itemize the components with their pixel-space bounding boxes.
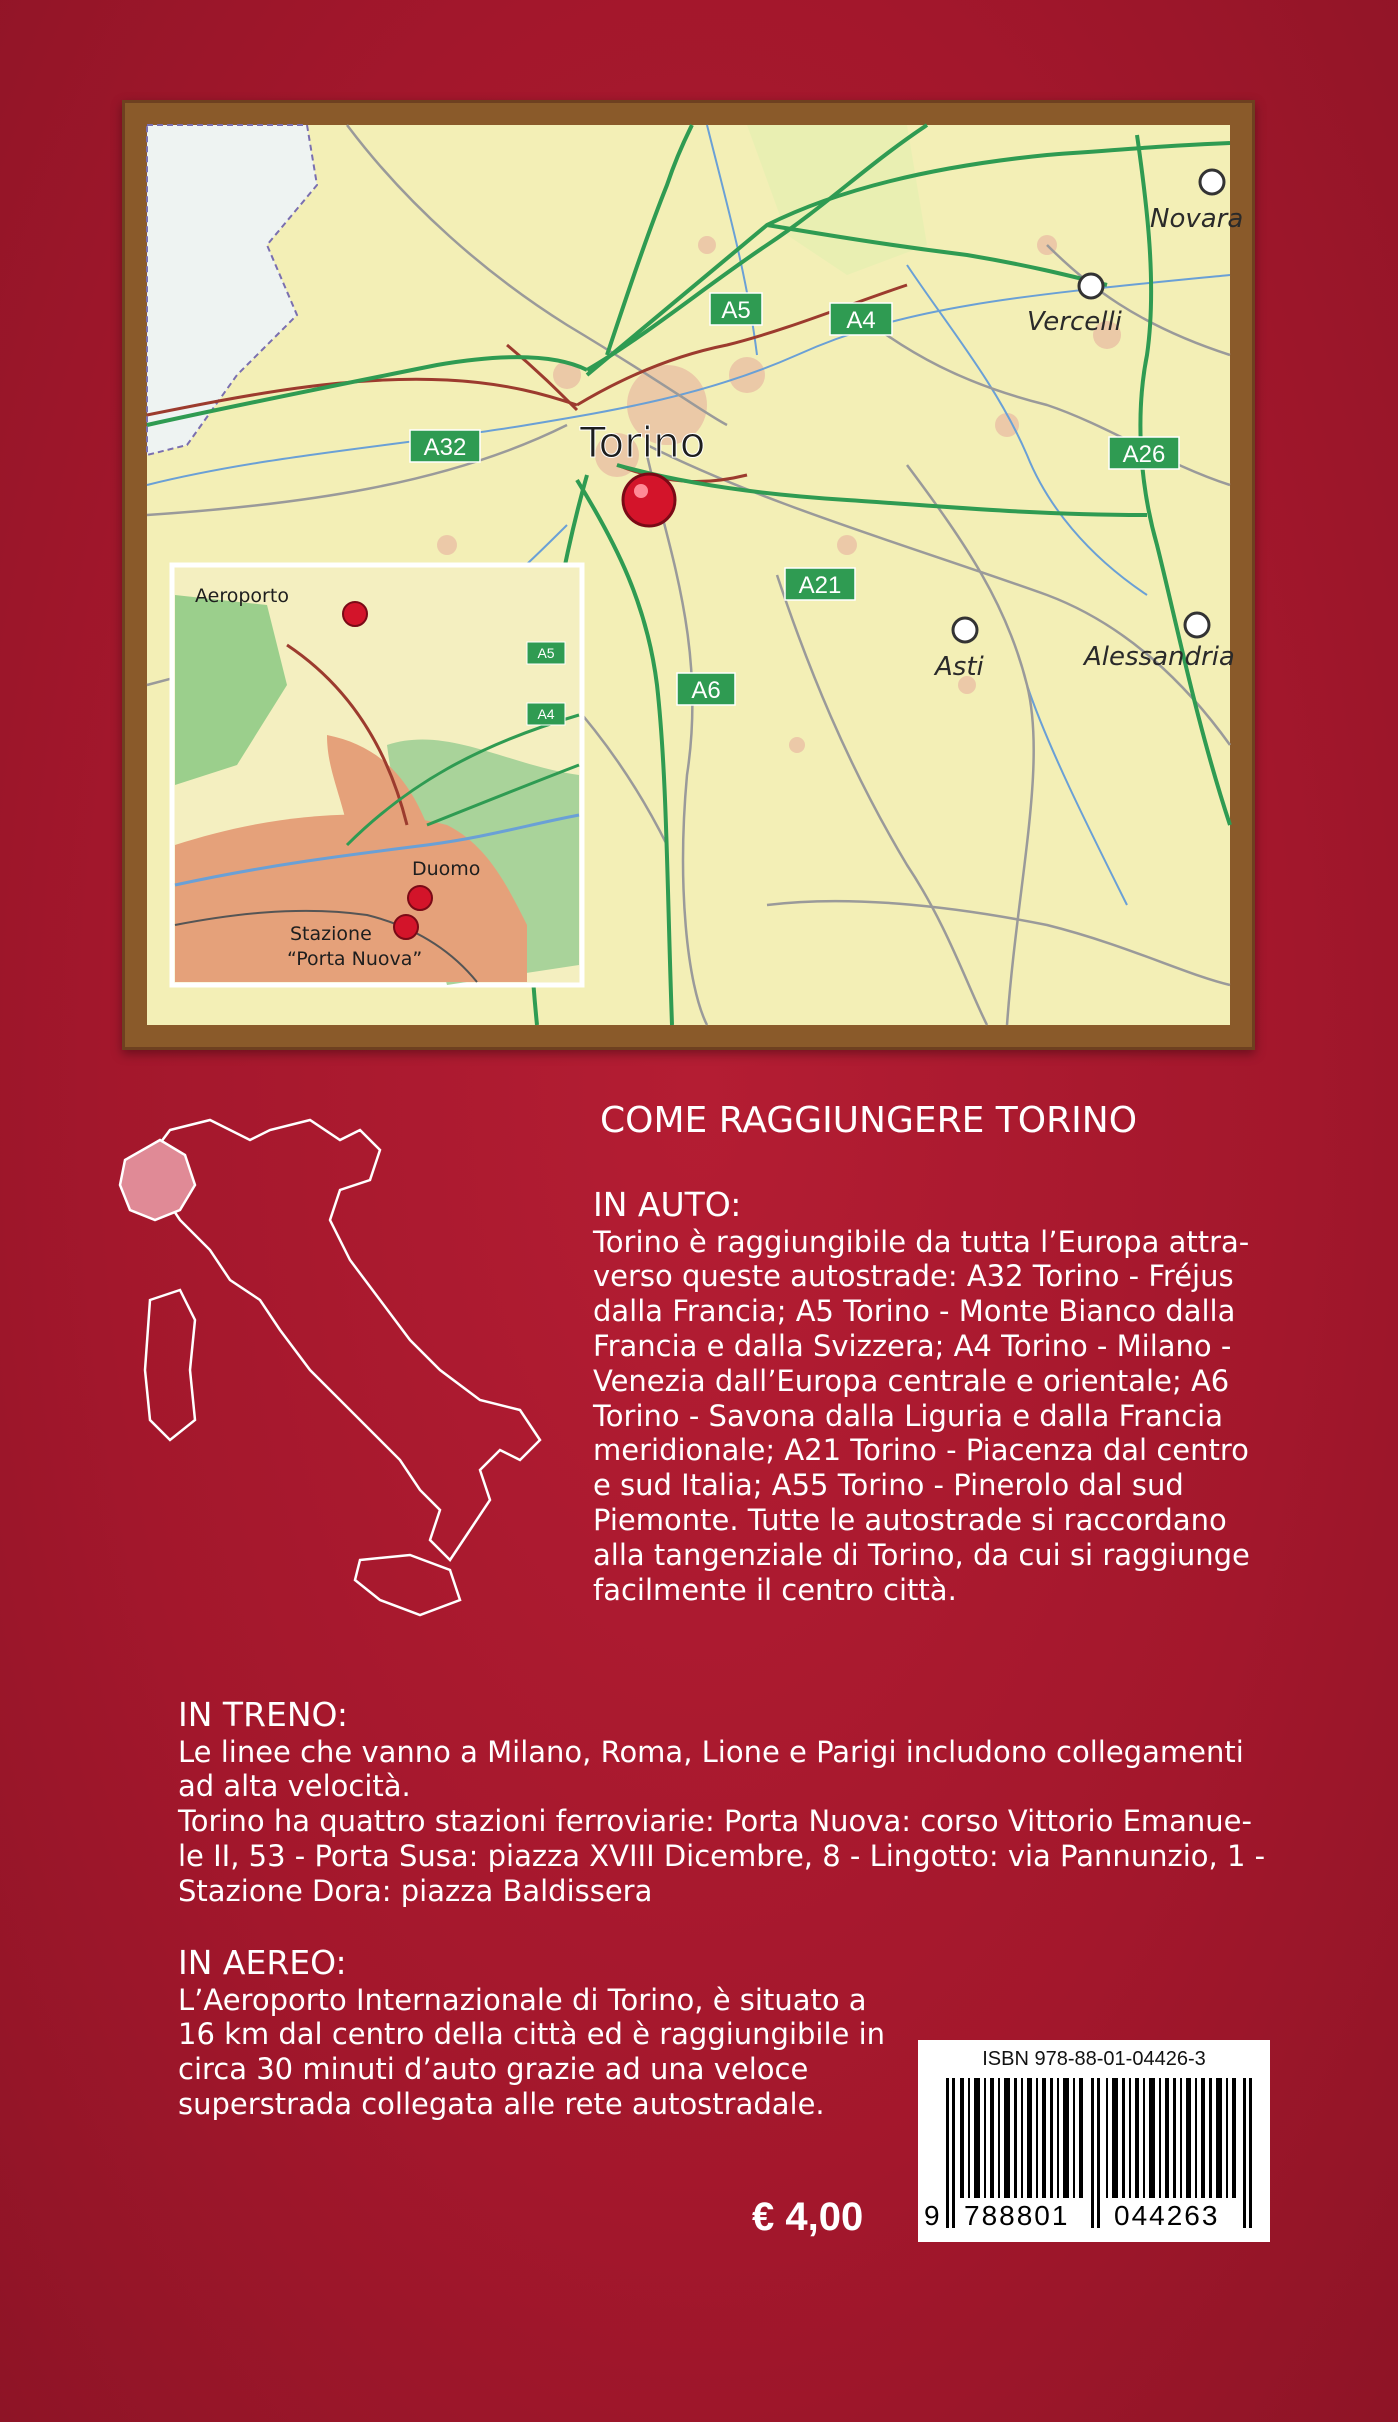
svg-text:A32: A32 (423, 434, 467, 461)
highway-a5-label (710, 293, 762, 325)
svg-text:A6: A6 (691, 677, 721, 704)
aereo-heading: IN AEREO: (178, 1943, 347, 1982)
auto-line: meridionale; A21 Torino - Piacenza dal centro (593, 1433, 1249, 1468)
sicily-outline (355, 1555, 460, 1615)
auto-line: dalla Francia; A5 Torino - Monte Bianco dalla (593, 1294, 1236, 1329)
treno-heading: IN TRENO: (178, 1695, 349, 1734)
highway-a26-label (1109, 437, 1179, 469)
treno-line: Stazione Dora: piazza Baldissera (178, 1873, 653, 1908)
highway-a4-label (830, 303, 892, 335)
alessandria-marker (1185, 613, 1209, 637)
city-alessandria: Alessandria (1084, 642, 1235, 672)
section-aereo (178, 1943, 885, 2122)
porta-nuova-marker (394, 915, 418, 939)
auto-line: Torino è raggiungibile da tutta l’Europa attra- (593, 1224, 1250, 1259)
highway-a6-label (677, 673, 735, 705)
svg-text:A21: A21 (798, 572, 842, 599)
auto-line: e sud Italia; A55 Torino - Pinerolo dal sud (593, 1468, 1184, 1503)
map-frame (122, 100, 1255, 1050)
inset-porta-nuova-label: “Porta Nuova” (287, 948, 423, 970)
section-auto (593, 1185, 1250, 1607)
city-torino: Torino (580, 418, 706, 467)
city-novara: Novara (1150, 204, 1244, 234)
barcode-group-2: 044263 (1114, 2200, 1220, 2231)
piemonte-region (120, 1140, 195, 1220)
aereo-line: superstrada collegata alle rete autostradale. (178, 2086, 825, 2121)
novara-marker (1200, 170, 1224, 194)
highway-a32-label (410, 430, 480, 462)
city-vercelli: Vercelli (1027, 307, 1122, 337)
treno-line: le II, 53 - Porta Susa: piazza XVIII Dicembre, 8 - Lingotto: via Pannunzio, 1 - (178, 1838, 1266, 1873)
section-treno (178, 1695, 1265, 1909)
inset-highway-a5: A5 (537, 645, 555, 661)
treno-line: ad alta velocità. (178, 1769, 411, 1804)
auto-line: Torino - Savona dalla Liguria e dalla Francia (593, 1398, 1223, 1433)
auto-body (593, 1225, 1250, 1608)
barcode-box (918, 2040, 1270, 2242)
auto-line: Venezia dall’Europa centrale e orientale; A6 (593, 1363, 1230, 1398)
barcode-group-1: 788801 (964, 2200, 1070, 2231)
torino-marker (623, 474, 675, 526)
aereo-line: L’Aeroporto Internazionale di Torino, è situato a (178, 1982, 867, 2017)
italy-outline-map (100, 1100, 560, 1680)
inset-highway-a4: A4 (537, 706, 555, 722)
sardinia-outline (145, 1290, 195, 1440)
auto-line: Francia e dalla Svizzera; A4 Torino - Milano - (593, 1328, 1232, 1363)
barcode-digits (924, 2200, 1264, 2240)
highway-a21-label (785, 568, 855, 600)
inset-stazione-label: Stazione (290, 923, 372, 945)
treno-line: Torino ha quattro stazioni ferroviarie: Porta Nuova: corso Vittorio Emanue- (178, 1804, 1252, 1839)
aeroporto-marker (343, 602, 367, 626)
barcode-lead-digit: 9 (924, 2200, 940, 2231)
inset-duomo-label: Duomo (412, 858, 481, 880)
aereo-line: circa 30 minuti d’auto grazie ad una veloce (178, 2052, 809, 2087)
duomo-marker (408, 886, 432, 910)
city-asti: Asti (935, 652, 984, 682)
svg-text:A4: A4 (846, 307, 876, 334)
isbn-text: ISBN 978-88-01-04426-3 (982, 2048, 1206, 2070)
city-inset-map (172, 565, 582, 985)
treno-body (178, 1735, 1265, 1909)
asti-marker (953, 618, 977, 642)
treno-line: Le linee che vanno a Milano, Roma, Lione e Parigi includono collegamenti (178, 1734, 1244, 1769)
aereo-line: 16 km dal centro della città ed è raggiungibile in (178, 2017, 886, 2052)
vercelli-marker (1079, 274, 1103, 298)
auto-line: alla tangenziale di Torino, da cui si raggiunge (593, 1537, 1250, 1572)
auto-line: verso queste autostrade: A32 Torino - Fréjus (593, 1259, 1234, 1294)
auto-heading: IN AUTO: (593, 1185, 742, 1224)
svg-text:A26: A26 (1122, 441, 1166, 468)
auto-line: Piemonte. Tutte le autostrade si raccordano (593, 1502, 1227, 1537)
inset-aeroporto-label: Aeroporto (195, 585, 289, 607)
svg-text:A5: A5 (721, 297, 751, 324)
auto-line: facilmente il centro città. (593, 1572, 957, 1607)
price-label: € 4,00 (752, 2195, 864, 2239)
aereo-body (178, 1983, 885, 2122)
torino-area-map (147, 125, 1244, 1025)
page-title: COME RAGGIUNGERE TORINO (600, 1100, 1138, 1141)
